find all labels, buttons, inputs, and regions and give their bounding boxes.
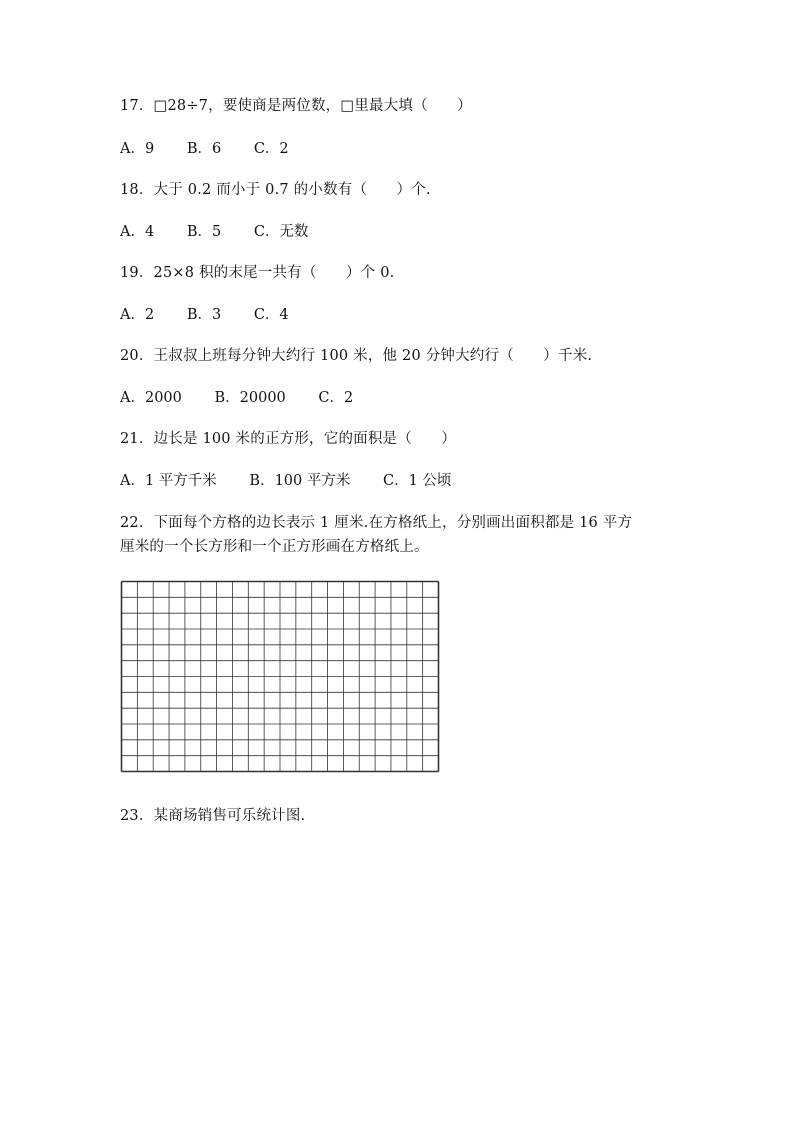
question-20: 20．王叔叔上班每分钟大约行 100 米，他 20 分钟大约行（ ）千米.	[120, 348, 593, 364]
option-c[interactable]: C．1 公顷	[382, 473, 452, 489]
option-b[interactable]: B．5	[186, 224, 222, 240]
question-17: 17．□28÷7，要使商是两位数，□里最大填（ ）	[120, 98, 472, 114]
question-21: 21．边长是 100 米的正方形，它的面积是（ ）	[120, 431, 457, 447]
question-17-options	[120, 139, 317, 159]
question-18-options	[120, 222, 336, 242]
option-c[interactable]: C．2	[318, 390, 354, 406]
option-c[interactable]: C．无数	[253, 224, 309, 240]
option-a[interactable]: A．9	[120, 141, 155, 157]
grid-paper[interactable]	[120, 580, 440, 773]
option-a[interactable]: A．2	[120, 307, 155, 323]
option-b[interactable]: B．100 平方米	[249, 473, 351, 489]
question-18: 18．大于 0.2 而小于 0.7 的小数有（ ）个.	[120, 182, 431, 198]
question-22-line-1: 22．下面每个方格的边长表示 1 厘米.在方格纸上，分别画出面积都是 16 平方	[120, 515, 633, 531]
option-c[interactable]: C．4	[253, 307, 289, 323]
option-b[interactable]: B．20000	[214, 390, 286, 406]
question-20-options	[120, 388, 381, 408]
grid-svg[interactable]	[120, 580, 440, 773]
option-a[interactable]: A．1 平方千米	[120, 473, 217, 489]
question-22-line-2: 厘米的一个长方形和一个正方形画在方格纸上。	[120, 539, 429, 555]
question-19: 19．25×8 积的末尾一共有（ ）个 0.	[120, 265, 395, 281]
option-b[interactable]: B．6	[186, 141, 222, 157]
option-a[interactable]: A．2000	[120, 390, 182, 406]
question-23: 23．某商场销售可乐统计图.	[120, 808, 306, 824]
question-19-options	[120, 305, 317, 325]
option-c[interactable]: C．2	[253, 141, 289, 157]
option-a[interactable]: A．4	[120, 224, 155, 240]
option-b[interactable]: B．3	[186, 307, 222, 323]
question-21-options	[120, 471, 479, 491]
